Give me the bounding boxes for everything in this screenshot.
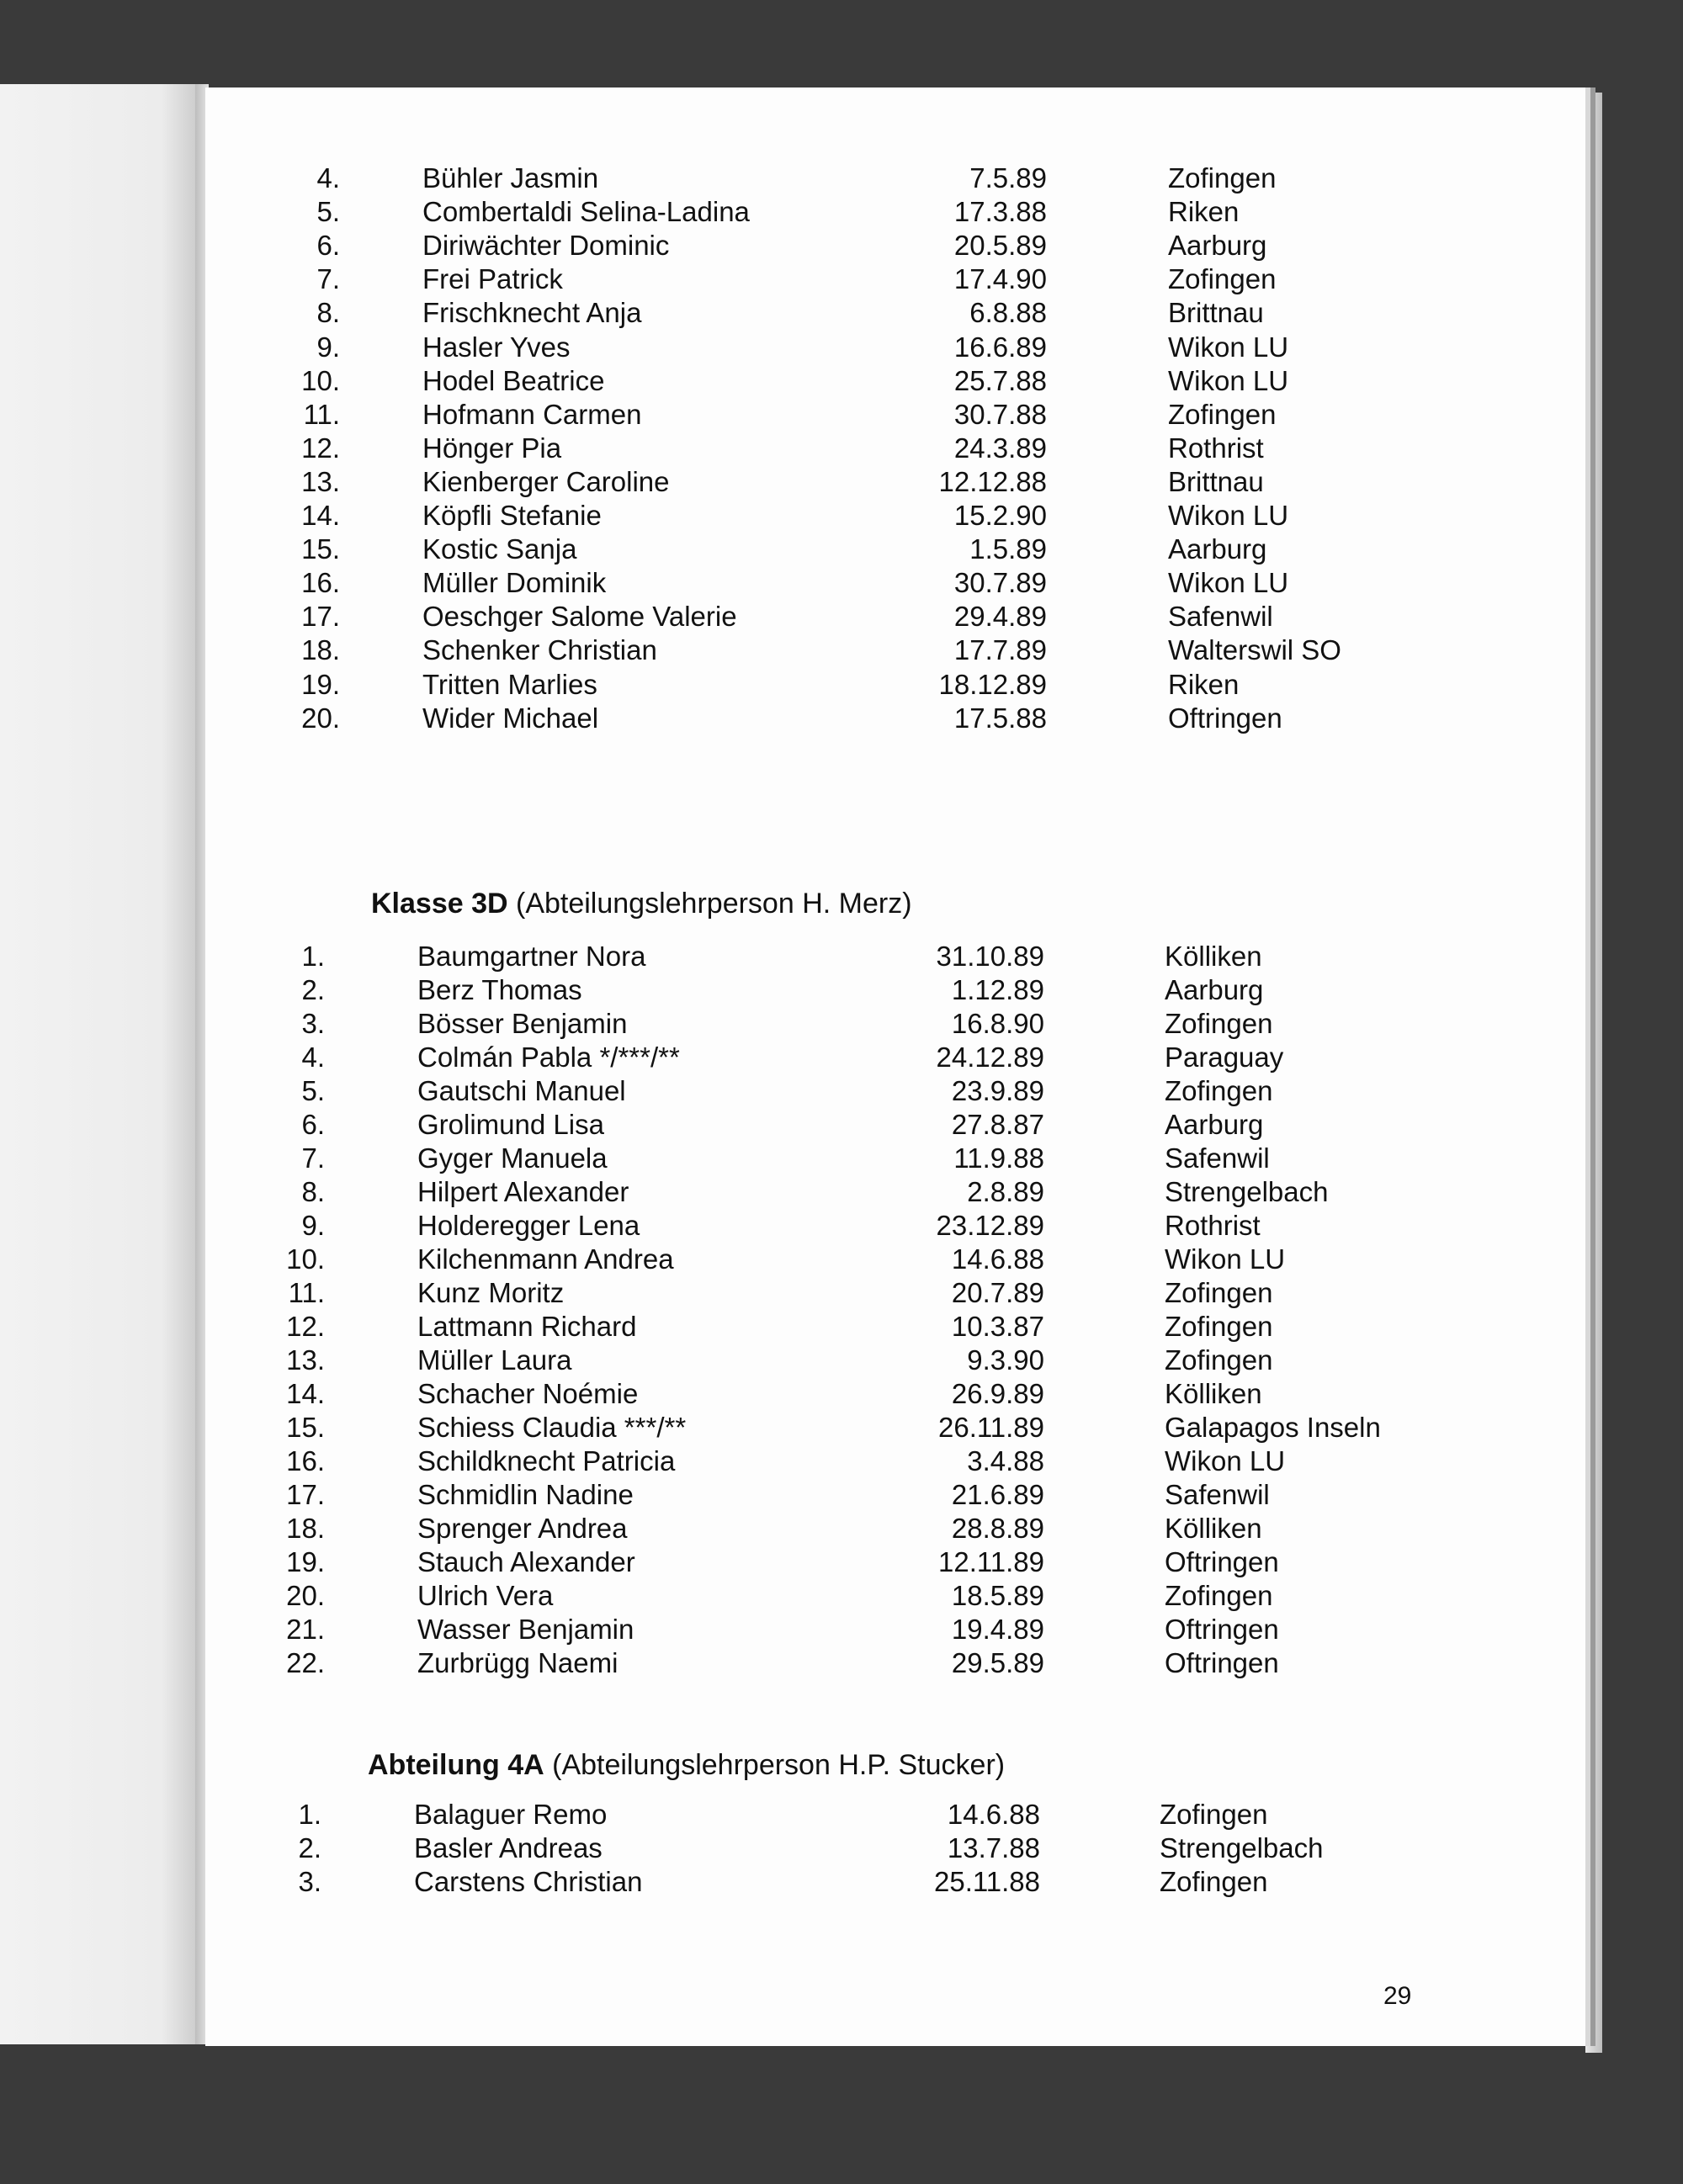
- list-number: 15.: [301, 533, 340, 565]
- student-name: Baumgartner Nora: [417, 941, 646, 972]
- list-item: [205, 262, 1585, 296]
- section-heading-teacher: (Abteilungslehrperson H. Merz): [507, 888, 912, 920]
- list-item: [205, 1041, 1585, 1074]
- birth-date: 15.2.90: [953, 500, 1047, 531]
- birth-date: 6.8.88: [969, 297, 1047, 329]
- home-place: Strengelbach: [1165, 1176, 1329, 1207]
- list-item: [205, 1865, 1585, 1899]
- birth-date: 14.6.88: [951, 1243, 1044, 1275]
- list-item: [205, 331, 1585, 364]
- home-place: Safenwil: [1165, 1142, 1270, 1174]
- birth-date: 11.9.88: [953, 1142, 1044, 1174]
- list-number: 9.: [316, 331, 340, 363]
- birth-date: 1.5.89: [969, 533, 1047, 565]
- birth-date: 16.6.89: [953, 331, 1047, 363]
- birth-date: 17.3.88: [953, 196, 1047, 228]
- section-heading-bold: Abteilung 4A: [368, 1749, 544, 1781]
- student-name: Sprenger Andrea: [417, 1513, 628, 1544]
- home-place: Brittnau: [1168, 465, 1264, 497]
- list-number: 2.: [301, 974, 325, 1005]
- birth-date: 16.8.90: [951, 1008, 1044, 1039]
- student-name: Wider Michael: [422, 702, 599, 734]
- list-number: 14.: [301, 500, 340, 531]
- student-name: Kienberger Caroline: [422, 465, 670, 497]
- list-item: [205, 1243, 1585, 1276]
- birth-date: 24.12.89: [936, 1042, 1044, 1073]
- birth-date: 28.8.89: [951, 1513, 1044, 1544]
- home-place: Riken: [1168, 668, 1240, 700]
- home-place: Rothrist: [1168, 432, 1264, 464]
- list-item: [205, 398, 1585, 432]
- list-item: [205, 1411, 1585, 1445]
- list-item: [205, 1545, 1585, 1579]
- list-number: 19.: [301, 668, 340, 700]
- student-name: Carstens Christian: [414, 1866, 643, 1897]
- list-item: [205, 1478, 1585, 1512]
- list-number: 6.: [301, 1109, 325, 1140]
- student-name: Wasser Benjamin: [417, 1614, 634, 1645]
- home-place: Riken: [1168, 196, 1240, 228]
- birth-date: 7.5.89: [969, 162, 1047, 193]
- list-number: 22.: [286, 1647, 325, 1678]
- home-place: Kölliken: [1165, 941, 1262, 972]
- birth-date: 30.7.88: [953, 398, 1047, 430]
- list-item: [205, 1142, 1585, 1175]
- page-stack-edge: [1585, 93, 1602, 2053]
- list-number: 19.: [286, 1546, 325, 1577]
- birth-date: 20.5.89: [953, 230, 1047, 262]
- home-place: Zofingen: [1168, 162, 1277, 193]
- page-number: 29: [1383, 1982, 1412, 2010]
- list-number: 13.: [286, 1344, 325, 1376]
- list-item: [205, 702, 1585, 735]
- student-name: Gautschi Manuel: [417, 1075, 626, 1106]
- student-name: Schildknecht Patricia: [417, 1445, 676, 1476]
- student-name: Kostic Sanja: [422, 533, 577, 565]
- student-name: Müller Laura: [417, 1344, 572, 1376]
- student-name: Combertaldi Selina-Ladina: [422, 196, 750, 228]
- birth-date: 12.11.89: [937, 1546, 1044, 1577]
- list-item: [205, 1175, 1585, 1209]
- list-number: 8.: [316, 297, 340, 329]
- list-item: [205, 940, 1585, 973]
- list-number: 9.: [301, 1210, 325, 1241]
- home-place: Galapagos Inseln: [1165, 1412, 1381, 1443]
- list-item: [205, 364, 1585, 398]
- list-item: [205, 1579, 1585, 1613]
- birth-date: 27.8.87: [951, 1109, 1044, 1140]
- list-item: [205, 1445, 1585, 1478]
- list-item: [205, 162, 1585, 195]
- home-place: Zofingen: [1165, 1580, 1273, 1611]
- list-item: [205, 499, 1585, 533]
- student-name: Kunz Moritz: [417, 1277, 565, 1308]
- home-place: Aarburg: [1165, 974, 1264, 1005]
- home-place: Oftringen: [1165, 1546, 1279, 1577]
- home-place: Zofingen: [1160, 1799, 1268, 1830]
- student-name: Müller Dominik: [422, 567, 607, 599]
- list-number: 17.: [286, 1479, 325, 1510]
- home-place: Zofingen: [1165, 1008, 1273, 1039]
- birth-date: 14.6.88: [947, 1799, 1040, 1830]
- home-place: Oftringen: [1165, 1647, 1279, 1678]
- home-place: Oftringen: [1168, 702, 1282, 734]
- home-place: Wikon LU: [1168, 500, 1289, 531]
- student-name: Schenker Christian: [422, 634, 657, 666]
- list-item: [205, 973, 1585, 1007]
- list-number: 7.: [301, 1142, 325, 1174]
- list-number: 18.: [286, 1513, 325, 1544]
- list-number: 11.: [303, 398, 340, 430]
- list-number: 6.: [316, 230, 340, 262]
- section-heading-bold: Klasse 3D: [371, 888, 508, 920]
- student-name: Grolimund Lisa: [417, 1109, 604, 1140]
- birth-date: 20.7.89: [951, 1277, 1044, 1308]
- list-item: [205, 432, 1585, 465]
- home-place: Paraguay: [1165, 1042, 1284, 1073]
- list-item: [205, 633, 1585, 667]
- birth-date: 29.5.89: [951, 1647, 1044, 1678]
- home-place: Zofingen: [1165, 1277, 1273, 1308]
- home-place: Zofingen: [1168, 263, 1277, 295]
- student-name: Frei Patrick: [422, 263, 563, 295]
- list-number: 5.: [301, 1075, 325, 1106]
- list-item: [205, 1074, 1585, 1108]
- section-heading-teacher: (Abteilungslehrperson H.P. Stucker): [544, 1749, 1006, 1781]
- birth-date: 12.12.88: [938, 465, 1047, 497]
- student-name: Tritten Marlies: [422, 668, 597, 700]
- list-number: 1.: [301, 941, 325, 972]
- student-name: Basler Andreas: [414, 1832, 603, 1863]
- birth-date: 9.3.90: [967, 1344, 1044, 1376]
- list-number: 12.: [301, 432, 340, 464]
- student-name: Köpfli Stefanie: [422, 500, 602, 531]
- list-item: [205, 1007, 1585, 1041]
- home-place: Safenwil: [1165, 1479, 1270, 1510]
- list-number: 21.: [286, 1614, 325, 1645]
- birth-date: 10.3.87: [951, 1311, 1044, 1342]
- student-name: Hasler Yves: [422, 331, 571, 363]
- document-page: [205, 87, 1585, 2046]
- student-name: Hofmann Carmen: [422, 398, 642, 430]
- student-name: Frischknecht Anja: [422, 297, 642, 329]
- student-name: Ulrich Vera: [417, 1580, 554, 1611]
- home-place: Kölliken: [1165, 1513, 1262, 1544]
- list-item: [205, 229, 1585, 262]
- birth-date: 1.12.89: [951, 974, 1044, 1005]
- home-place: Aarburg: [1165, 1109, 1264, 1140]
- list-number: 13.: [301, 465, 340, 497]
- home-place: Wikon LU: [1168, 567, 1289, 599]
- left-page-edge: [0, 84, 202, 2044]
- page-content: [205, 87, 1585, 2046]
- student-name: Schmidlin Nadine: [417, 1479, 634, 1510]
- home-place: Zofingen: [1160, 1866, 1268, 1897]
- list-number: 16.: [286, 1445, 325, 1476]
- home-place: Strengelbach: [1160, 1832, 1324, 1863]
- list-number: 15.: [286, 1412, 325, 1443]
- list-number: 1.: [298, 1799, 321, 1830]
- birth-date: 3.4.88: [967, 1445, 1044, 1476]
- birth-date: 25.7.88: [953, 364, 1047, 396]
- home-place: Wikon LU: [1168, 331, 1289, 363]
- list-item: [205, 1108, 1585, 1142]
- birth-date: 2.8.89: [967, 1176, 1044, 1207]
- home-place: Wikon LU: [1168, 364, 1289, 396]
- list-number: 20.: [286, 1580, 325, 1611]
- list-item: [205, 668, 1585, 702]
- section-heading-4a: [368, 1748, 1005, 1782]
- list-item: [205, 1798, 1585, 1831]
- student-name: Colmán Pabla */***/**: [417, 1042, 680, 1073]
- birth-date: 13.7.88: [947, 1832, 1040, 1863]
- student-name: Berz Thomas: [417, 974, 582, 1005]
- list-number: 5.: [316, 196, 340, 228]
- birth-date: 19.4.89: [951, 1614, 1044, 1645]
- home-place: Wikon LU: [1165, 1243, 1286, 1275]
- list-number: 2.: [298, 1832, 321, 1863]
- home-place: Aarburg: [1168, 533, 1267, 565]
- home-place: Safenwil: [1168, 601, 1273, 633]
- section-heading-3d: [371, 887, 912, 920]
- student-name: Oeschger Salome Valerie: [422, 601, 737, 633]
- birth-date: 30.7.89: [953, 567, 1047, 599]
- list-number: 4.: [301, 1042, 325, 1073]
- list-item: [205, 465, 1585, 499]
- list-item: [205, 566, 1585, 600]
- student-name: Hodel Beatrice: [422, 364, 605, 396]
- list-number: 4.: [316, 162, 340, 193]
- student-name: Schacher Noémie: [417, 1378, 639, 1409]
- list-number: 10.: [286, 1243, 325, 1275]
- home-place: Oftringen: [1165, 1614, 1279, 1645]
- student-name: Kilchenmann Andrea: [417, 1243, 674, 1275]
- student-name: Bühler Jasmin: [422, 162, 599, 193]
- list-number: 20.: [301, 702, 340, 734]
- birth-date: 18.12.89: [938, 668, 1047, 700]
- list-item: [205, 1276, 1585, 1310]
- home-place: Zofingen: [1165, 1075, 1273, 1106]
- list-number: 18.: [301, 634, 340, 666]
- birth-date: 21.6.89: [951, 1479, 1044, 1510]
- list-number: 3.: [298, 1866, 321, 1897]
- student-name: Bösser Benjamin: [417, 1008, 628, 1039]
- home-place: Zofingen: [1165, 1311, 1273, 1342]
- list-number: 3.: [301, 1008, 325, 1039]
- list-number: 10.: [301, 364, 340, 396]
- home-place: Zofingen: [1168, 398, 1277, 430]
- list-number: 12.: [286, 1311, 325, 1342]
- list-item: [205, 1310, 1585, 1344]
- list-item: [205, 1613, 1585, 1646]
- student-name: Hönger Pia: [422, 432, 562, 464]
- birth-date: 17.5.88: [953, 702, 1047, 734]
- home-place: Aarburg: [1168, 230, 1267, 262]
- list-item: [205, 195, 1585, 229]
- student-name: Hilpert Alexander: [417, 1176, 629, 1207]
- home-place: Brittnau: [1168, 297, 1264, 329]
- list-item: [205, 1646, 1585, 1680]
- home-place: Wikon LU: [1165, 1445, 1286, 1476]
- list-number: 7.: [316, 263, 340, 295]
- list-item: [205, 1344, 1585, 1377]
- home-place: Walterswil SO: [1168, 634, 1341, 666]
- birth-date: 17.4.90: [953, 263, 1047, 295]
- list-number: 14.: [286, 1378, 325, 1409]
- birth-date: 26.11.89: [937, 1412, 1044, 1443]
- home-place: Zofingen: [1165, 1344, 1273, 1376]
- list-item: [205, 1377, 1585, 1411]
- student-name: Stauch Alexander: [417, 1546, 635, 1577]
- birth-date: 23.9.89: [951, 1075, 1044, 1106]
- list-number: 16.: [301, 567, 340, 599]
- student-name: Zurbrügg Naemi: [417, 1647, 619, 1678]
- list-item: [205, 600, 1585, 633]
- list-number: 11.: [288, 1277, 325, 1308]
- student-name: Holderegger Lena: [417, 1210, 640, 1241]
- list-item: [205, 533, 1585, 566]
- list-number: 8.: [301, 1176, 325, 1207]
- list-item: [205, 296, 1585, 330]
- student-name: Lattmann Richard: [417, 1311, 637, 1342]
- birth-date: 23.12.89: [936, 1210, 1044, 1241]
- list-item: [205, 1209, 1585, 1243]
- birth-date: 31.10.89: [936, 941, 1044, 972]
- student-name: Gyger Manuela: [417, 1142, 608, 1174]
- birth-date: 26.9.89: [951, 1378, 1044, 1409]
- birth-date: 29.4.89: [953, 601, 1047, 633]
- list-item: [205, 1512, 1585, 1545]
- home-place: Rothrist: [1165, 1210, 1261, 1241]
- birth-date: 24.3.89: [953, 432, 1047, 464]
- birth-date: 25.11.88: [933, 1866, 1040, 1897]
- birth-date: 18.5.89: [951, 1580, 1044, 1611]
- list-item: [205, 1831, 1585, 1865]
- home-place: Kölliken: [1165, 1378, 1262, 1409]
- birth-date: 17.7.89: [953, 634, 1047, 666]
- student-name: Schiess Claudia ***/**: [417, 1412, 687, 1443]
- student-name: Balaguer Remo: [414, 1799, 608, 1830]
- student-name: Diriwächter Dominic: [422, 230, 670, 262]
- list-number: 17.: [301, 601, 340, 633]
